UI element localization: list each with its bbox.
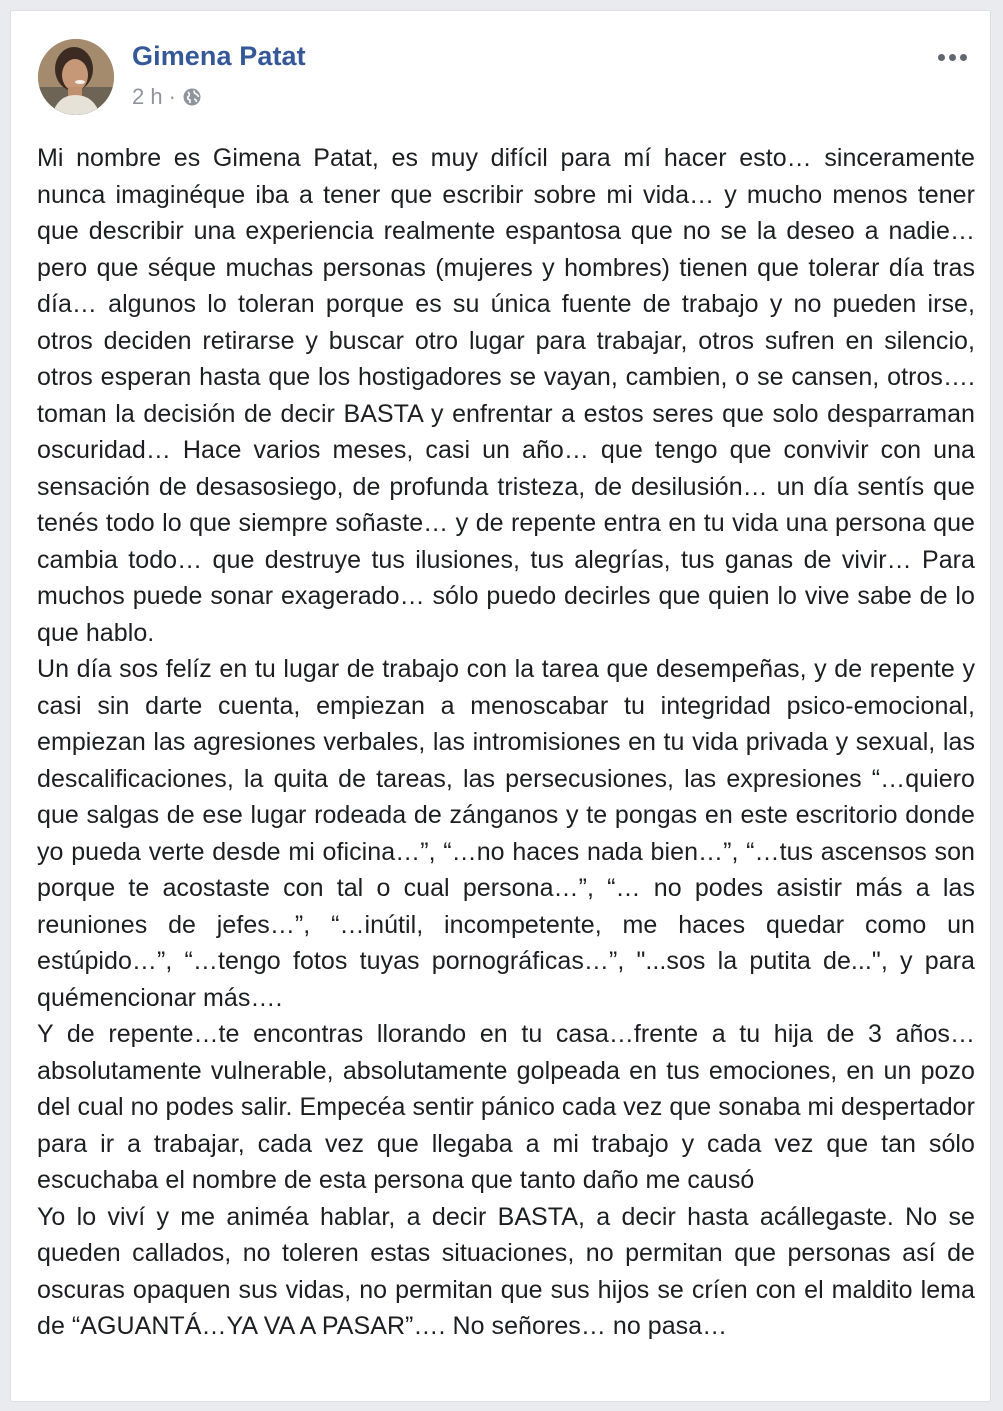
post-paragraph: Yo lo viví y me animéa hablar, a decir BASTA, a decir hasta acállegaste. No se queden callados, no toleren estas situaciones, no permitan que personas así de oscuras opaquen sus vidas, no permitan que sus hijos se críen con el maldito lema de “AGUANTÁ…YA VA A PASAR”…. No señores… no pasa…: [37, 1202, 975, 1340]
more-dot: [949, 54, 956, 61]
meta-separator: ·: [168, 84, 176, 109]
author-avatar[interactable]: [38, 39, 114, 115]
post-paragraph: Mi nombre es Gimena Patat, es muy difícil para mí hacer esto… sinceramente nunca imaginéque iba a tener que escribir sobre mi vida… y mucho menos tener que describir una experiencia realmente espantosa que no se la deseo a nadie… pero que séque muchas personas (mujeres y hombres) tienen que tolerar día tras día… algunos lo toleran porque es su única fuente de trabajo y no pueden irse, otros deciden retirarse y buscar otro lugar para trabajar, otros sufren en silencio, otros esperan hasta que los hostigadores se vayan, cambien, o se cansen, otros…. toman la decisión de decir BASTA y enfrentar a estos seres que solo desparraman oscuridad… Hace varios meses, casi un año… que tengo que convivir con una sensación de desasosiego, de profunda tristeza, de desilusión… un día sentís que tenés todo lo que siempre soñaste… y de repente entra en tu vida una persona que cambia todo… que destruye tus ilusiones, tus alegrías, tus ganas de vivir… Para muchos puede sonar exagerado… sólo puedo decirles que quien lo vive sabe de lo que hablo.: [37, 144, 975, 647]
post-meta: [132, 84, 202, 110]
more-options-icon[interactable]: [932, 43, 972, 71]
post-timestamp[interactable]: 2 h: [132, 84, 163, 109]
globe-icon[interactable]: [182, 87, 202, 107]
more-dot: [938, 54, 945, 61]
post-paragraph: Y de repente…te encontras llorando en tu casa…frente a tu hija de 3 años… absolutamente vulnerable, absolutamente golpeada en tus emociones, en un pozo del cual no podes salir. Empecéa sentir pánico cada vez que sonaba mi despertador para ir a trabajar, cada vez que llegaba a mi trabajo y cada vez que tan sólo escuchaba el nombre de esta persona que tanto daño me causó: [37, 1020, 975, 1194]
post-body: [37, 140, 975, 1345]
more-dot: [960, 54, 967, 61]
avatar-photo: [38, 39, 114, 115]
post-paragraph: Un día sos felíz en tu lugar de trabajo con la tarea que desempeñas, y de repente y casi sin darte cuenta, empiezan a menoscabar tu integridad psico-emocional, empiezan las agresiones verbales, las intromisiones en tu vida privada y sexual, las descalificaciones, la quita de tareas, las persecusiones, las expresiones “…quiero que salgas de ese lugar rodeada de zánganos y te pongas en este escritorio donde yo pueda verte desde mi oficina…”, “…no haces nada bien…”, “…tus ascensos son porque te acostaste con tal o cual persona…”, “… no podes asistir más a las reuniones de jefes…”, “…inútil, incompetente, me haces quedar como un estúpido…”, “…tengo fotos tuyas pornográficas…”, "...sos la putita de...", y para quémencionar más….: [37, 655, 975, 1012]
post-card: [10, 10, 991, 1402]
author-name[interactable]: Gimena Patat: [132, 41, 306, 71]
